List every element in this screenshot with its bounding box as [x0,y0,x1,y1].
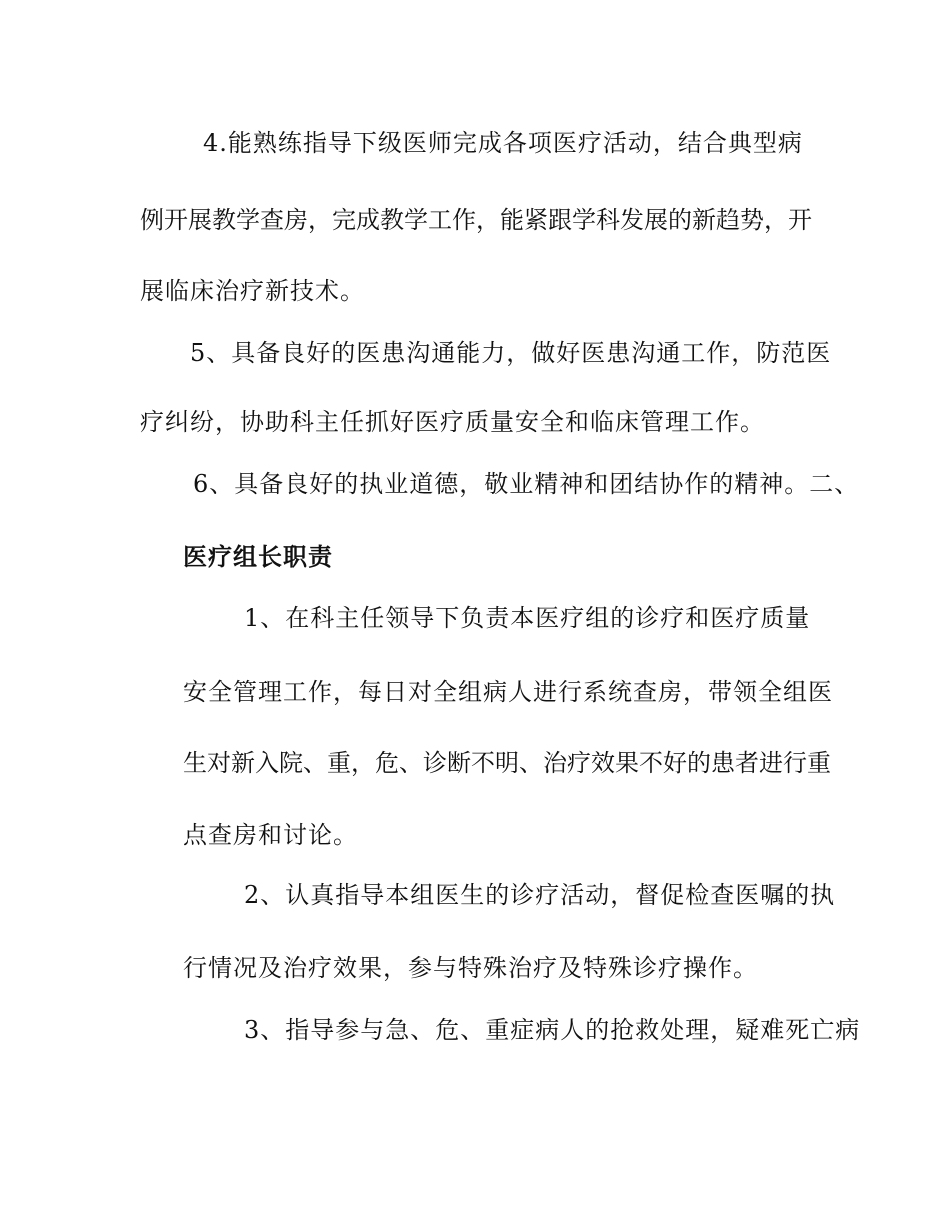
text-line-1: 4.能熟练指导下级医师完成各项医疗活动，结合典型病 [203,129,803,157]
text-line-14: 3、指导参与急、危、重症病人的抢救处理，疑难死亡病 [244,1016,861,1044]
text-line-11: 点查房和讨论。 [183,821,358,849]
text-line-3: 展临床治疗新技术。 [140,277,365,305]
text-line-4: 5、具备良好的医患沟通能力，做好医患沟通工作，防范医 [190,339,832,367]
text-line-2: 例开展教学查房，完成教学工作，能紧跟学科发展的新趋势，开 [140,206,812,234]
text-line-13: 行情况及治疗效果，参与特殊治疗及特殊诊疗操作。 [183,954,758,982]
text-line-10: 生对新入院、重，危、诊断不明、治疗效果不好的患者进行重 [183,749,831,777]
text-line-6: 6、具备良好的执业道德，敬业精神和团结协作的精神。二、 [193,470,860,498]
text-line-9: 安全管理工作，每日对全组病人进行系统查房，带领全组医 [183,678,833,706]
text-line-5: 疗纠纷，协助科主任抓好医疗质量安全和临床管理工作。 [140,408,765,436]
text-line-8: 1、在科主任领导下负责本医疗组的诊疗和医疗质量 [244,604,811,632]
text-line-12: 2、认真指导本组医生的诊疗活动，督促检查医嘱的执 [244,881,836,909]
section-heading: 医疗组长职责 [183,543,333,571]
